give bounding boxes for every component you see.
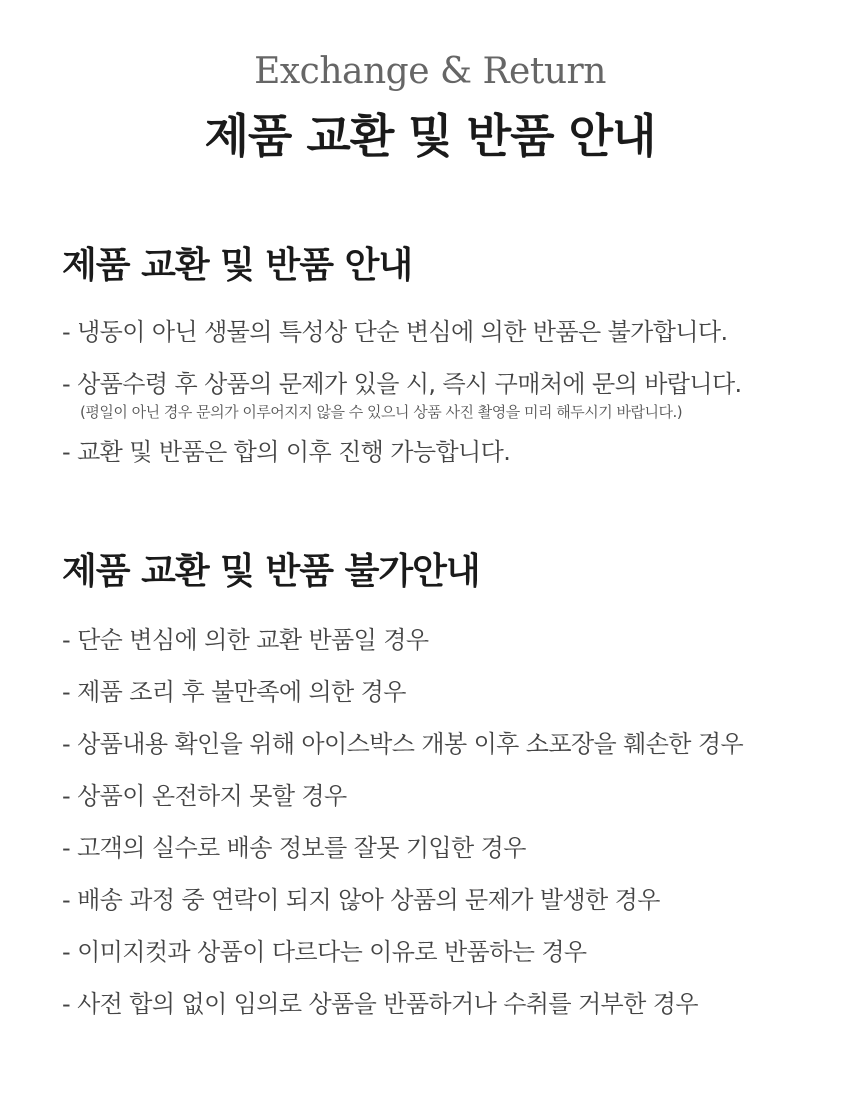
list-item: - 사전 합의 없이 임의로 상품을 반품하거나 수취를 거부한 경우 <box>62 990 698 1018</box>
list-item-text: - 교환 및 반품은 합의 이후 진행 가능합니다. <box>62 438 511 466</box>
list-item: - 단순 변심에 의한 교환 반품일 경우 <box>62 626 429 654</box>
list-item <box>62 368 842 422</box>
list-item-note: (평일이 아닌 경우 문의가 이루어지지 않을 수 있으니 상품 사진 촬영을 미리 해두시기 바랍니다.) <box>80 403 683 421</box>
list-item-text: - 냉동이 아닌 생물의 특성상 단순 변심에 의한 반품은 불가합니다. <box>62 318 728 346</box>
list-item: - 상품이 온전하지 못할 경우 <box>62 782 347 810</box>
list-item: - 제품 조리 후 불만족에 의한 경우 <box>62 678 406 706</box>
list-item: - 이미지컷과 상품이 다르다는 이유로 반품하는 경우 <box>62 938 587 966</box>
list-item-text: - 상품수령 후 상품의 문제가 있을 시, 즉시 구매처에 문의 바랍니다. <box>62 370 742 398</box>
section-title-info: 제품 교환 및 반품 안내 <box>62 245 413 286</box>
section-title-not-allowed: 제품 교환 및 반품 불가안내 <box>62 551 480 592</box>
list-item <box>62 316 842 348</box>
english-title: Exchange & Return <box>254 51 606 92</box>
korean-title: 제품 교환 및 반품 안내 <box>204 109 656 163</box>
list-item: - 상품내용 확인을 위해 아이스박스 개봉 이후 소포장을 훼손한 경우 <box>62 730 744 758</box>
exchange-return-info-section <box>62 244 842 488</box>
exchange-return-not-allowed-section <box>62 550 842 1040</box>
not-allowed-list <box>62 624 842 1020</box>
page-header <box>0 50 860 164</box>
info-list <box>62 316 842 468</box>
list-item: - 배송 과정 중 연락이 되지 않아 상품의 문제가 발생한 경우 <box>62 886 660 914</box>
list-item <box>62 436 842 468</box>
list-item: - 고객의 실수로 배송 정보를 잘못 기입한 경우 <box>62 834 526 862</box>
